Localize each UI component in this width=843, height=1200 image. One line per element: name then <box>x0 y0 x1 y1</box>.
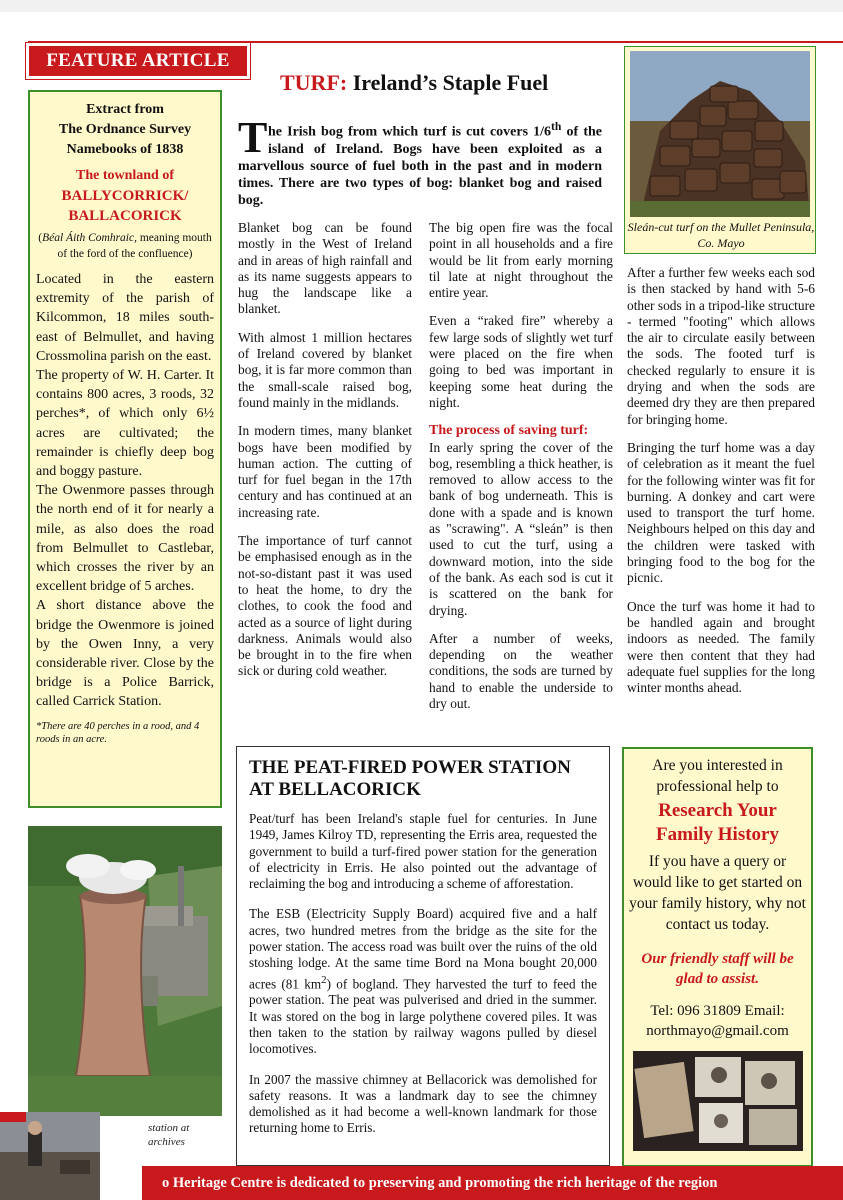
process-subheading: The process of saving turf: <box>429 423 589 439</box>
article-intro: The Irish bog from which turf is cut covers 1/6th of the island of Ireland. Bogs have been exploited as a marvellous source of fuel both in the past and in modern times. There are two types of bog: blanket bog and raised bog. <box>238 113 602 208</box>
article-column-3 <box>627 265 815 708</box>
ordnance-survey-sidebar <box>28 90 222 808</box>
research-highlight: Research Your Family History <box>656 800 779 845</box>
power-station-title: THE PEAT-FIRED POWER STATION AT BELLACORICK <box>249 757 571 800</box>
article-paragraph: The big open fire was the focal point in all households and a fire would be lit from early morning til late at night throughout the entire year. <box>429 220 613 301</box>
article-paragraph: After a number of weeks, depending on the weather conditions, the sods are turned by hand to enable the underside to dry out. <box>429 630 613 712</box>
power-station-photo <box>28 826 222 1116</box>
article-paragraph: Bringing the turf home was a day of celebration as it meant the fuel for the following winter was fit for burning. A donkey and cart were used to transport the turf home. Neighbours helped on this day and the children were tasked with bringing food to the bog for the picnic. <box>627 439 815 586</box>
sidebar-paragraph: A short distance above the bridge the Owenmore is joined by the Owen Inny, a very considerable river. Close by the bridge is a Police Barrick, called Carrick Station. <box>36 598 214 710</box>
archive-photos <box>633 1051 803 1151</box>
research-body: If you have a query or would like to get started on your family history, why not contact us today. <box>629 853 806 933</box>
sidebar-footnote: *There are 40 perches in a rood, and 4 roods in an acre. <box>36 720 200 745</box>
article-paragraph: In modern times, many blanket bogs have been modified by human action. The cutting of turf for fuel began in the 17th century and has continued at an increasing rate. <box>238 423 412 520</box>
article-paragraph: After a further few weeks each sod is then stacked by hand with 5-6 other sods in a tripod-like structure - termed "footing" which allows the air to circulate easily between the sods. The footed turf is checked regularly to ensure it is drying and when the sods are deemed dry they are then prepared for bringing home. <box>627 265 815 427</box>
power-station-box <box>236 746 610 1166</box>
article-paragraph: Even a “raked fire” whereby a few large sods of slightly wet turf were placed on the fire when going to bed was important in keeping some heat during the night. <box>429 313 613 410</box>
townland-label: The townland of <box>75 168 175 183</box>
townland-name-1: BALLYCORRICK/ <box>61 188 189 204</box>
turf-photo-caption: Sleán-cut turf on the Mullet Peninsula, Co. Mayo <box>627 220 815 250</box>
bottom-photo-caption: station at archives <box>148 1122 190 1148</box>
article-column-1 <box>238 220 412 692</box>
article-paragraph: The importance of turf cannot be emphasised enough as in the not-so-distant past it was used to heat the home, to dry the clothes, to cook the food and acted as a source of light during darkness. Animals would also be brought in to the fire when sick or during cold weather. <box>238 533 412 679</box>
article-paragraph: Once the turf was home it had to be handled again and brought indoors as needed. The family were then content that they had adequate fuel supplies for the long winter months ahead. <box>627 598 815 696</box>
article-paragraph: Blanket bog can be found mostly in the West of Ireland and in areas of high rainfall and as its name suggests appears to hug the landscape like a blanket. <box>238 220 412 317</box>
power-station-paragraph: The ESB (Electricity Supply Board) acquired five and a half acres, two hundred metres from the bridge as the site for the power station. The access road was built over the ruins of the old stoshing lodge. At the same time Bord na Mona bought 20,000 acres (81 $km^2$) of bogland. They harvested the turf to feed the power station. The peat was pulverised and dried in the summer. It was stored on the bog in large polythene covered piles. It was then taken to the station by railway wagons pulled by diesel locomotives. <box>249 906 598 1057</box>
research-intro: Are you interested in professional help to <box>652 757 783 795</box>
turf-stack-photo <box>630 51 810 217</box>
irish-name: (Béal Áith Comhraic, meaning mouth of the ford of the confluence) <box>38 232 212 260</box>
top-bar <box>0 0 843 12</box>
article-paragraph: With almost 1 million hectares of Ireland covered by blanket bog, it is far more common than the small-scale raised bog, found mainly in the midlands. <box>238 329 412 410</box>
sidebar-paragraph: The property of W. H. Carter. It contains 800 acres, 3 roods, 32 perches*, of which only 6½ acres are cultivated; the remainder is chiefly deep bog and boggy pasture. <box>36 368 214 480</box>
research-friendly-staff: Our friendly staff will be glad to assist. <box>641 951 794 987</box>
turf-photo-frame <box>624 46 816 254</box>
sidebar-paragraph: Located in the eastern extremity of the parish of Kilcommon, 18 miles south-east of Belmullet, and having Crossmolina parish on the east. <box>36 272 214 364</box>
research-promo-box <box>622 747 813 1167</box>
sidebar-paragraph: The Owenmore passes through the north end of it for nearly a mile, as also does the road from Belmullet to Castlebar, which crosses the river by an excellent bridge of 5 arches. <box>36 483 214 595</box>
power-station-paragraph: In 2007 the massive chimney at Bellacorick was demolished for safety reasons. It was a landmark day to see the chimney demolished as it had become a well-known landmark for those returning home to Erris. <box>249 1071 597 1136</box>
article-column-2 <box>429 220 613 724</box>
turf-cutting-photo <box>0 1112 100 1200</box>
townland-name-2: BALLACORICK <box>68 208 182 224</box>
feature-article-tag: FEATURE ARTICLE <box>26 43 250 79</box>
research-contact: Tel: 096 31809 Email: northmayo@gmail.com <box>646 1003 789 1039</box>
power-station-paragraph: Peat/turf has been Ireland's staple fuel for centuries. In June 1949, James Kilroy TD, representing the Erris area, requested the government to build a turf-fired power station for the generation of electricity in Erris. He also pointed out the advantage of reclaiming the bog and introducing a scheme of afforestation. <box>249 811 597 892</box>
drop-cap: T <box>238 113 268 162</box>
sidebar-heading: Extract from The Ordnance Survey Namebooks of 1838 <box>58 102 192 157</box>
footer-banner: o Heritage Centre is dedicated to preserving and promoting the rich heritage of the region <box>142 1166 843 1200</box>
article-paragraph: In early spring the cover of the bog, resembling a thick heather, is removed to allow access to the bank of bog underneath. This is done with a spade and is known as "scrawing". A “sleán” is then used to cut the turf, using a downward motion, into the side of the bank. As each sod is cut it is scattered on the bank for drying. <box>429 439 613 618</box>
article-title: TURF: Ireland’s Staple Fuel <box>280 70 549 95</box>
